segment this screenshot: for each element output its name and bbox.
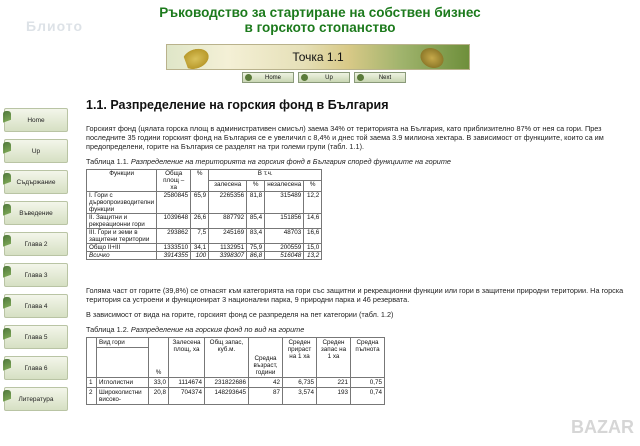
table2-caption-text: Разпределение на горския фонд по вид на горите [130,325,305,334]
sidebar-item-chapter4[interactable] [4,294,68,318]
table-cell: 1039648 [157,214,191,229]
table-header: Обща площ – ха [157,170,191,192]
table-cell: 0,74 [351,388,385,405]
bazar-watermark-text: BAZAR [571,417,634,437]
table-cell: III. Гори и земи в защитени територии [87,229,157,244]
sprig-icon [3,142,11,162]
up-button[interactable] [298,72,350,83]
table-cell: 85,4 [247,214,265,229]
sidebar-item-label: Home [27,116,45,124]
table-header: Общ запас, куб.м. [205,338,249,378]
sprig-icon [3,390,11,410]
table-cell: 2580845 [157,192,191,214]
sidebar-item-chapter5[interactable] [4,325,68,349]
sidebar-item-label: Глава 5 [24,333,48,341]
table-cell: 151856 [265,214,304,229]
table-row [87,378,385,388]
table-header: В т.ч. [209,170,322,181]
table-cell: 12,2 [304,192,322,214]
table-cell: I. Гори с дървопроизводителни функции [87,192,157,214]
home-button-label: Home [264,74,281,81]
table-cell: 887792 [209,214,247,229]
table-cell: 87 [249,388,283,405]
table-header: залесена [209,181,247,192]
page-banner [166,44,470,70]
table-row [87,192,322,214]
bazar-watermark [571,417,634,438]
sidebar-item-introduction[interactable] [4,201,68,225]
table-cell: 48703 [265,229,304,244]
sprig-icon [3,266,11,286]
table2-caption-prefix: Таблица 1.2. [86,325,129,334]
main-content [86,98,634,405]
sprig-icon [3,235,11,255]
table1-caption-prefix: Таблица 1.1. [86,157,129,166]
table-header: % [304,181,322,192]
sidebar-item-up[interactable] [4,139,68,163]
table-header: незалесена [265,181,304,192]
table-cell: 20,8 [149,388,169,405]
sprig-icon [3,111,11,131]
table-cell: 3,574 [283,388,317,405]
page-title: 1.1. Разпределение на горския фонд в България [86,98,389,112]
table-header: % [191,170,209,192]
sidebar-item-contents[interactable] [4,170,68,194]
sidebar-item-label: Up [31,147,41,155]
table-cell: 7,5 [191,229,209,244]
sidebar-item-chapter2[interactable] [4,232,68,256]
table-cell: 86,8 [247,252,265,260]
table1-caption [86,157,634,166]
table-cell: 245169 [209,229,247,244]
sidebar-item-label: Въведение [19,209,53,217]
sprig-icon [3,173,11,193]
table-cell: 75,9 [247,244,265,252]
table-cell: 1114674 [169,378,205,388]
table-cell: 81,8 [247,192,265,214]
table-cell: 315489 [265,192,304,214]
home-button[interactable] [242,72,294,83]
table-cell: 231822686 [205,378,249,388]
table-cell: 293862 [157,229,191,244]
sprig-icon [3,204,11,224]
table-cell: II. Защитни и рекреационни гори [87,214,157,229]
table-header [97,348,149,378]
table-cell: 704374 [169,388,205,405]
table-cell: 33,0 [149,378,169,388]
table-cell: 2265356 [209,192,247,214]
site-title-line2: в горското стопанство [244,20,396,35]
table-cell: 516048 [265,252,304,260]
table-header: Среден запас на 1 ха [317,338,351,378]
bullet-icon [245,74,252,81]
table-cell: 42 [249,378,283,388]
table-row [87,229,322,244]
sidebar-item-label: Глава 6 [24,364,48,372]
table-header: Средна пълнота [351,338,385,378]
table-cell: 3398307 [209,252,247,260]
table-cell: 26,6 [191,214,209,229]
site-title-line1: Ръководство за стартиране на собствен бизнес [159,5,481,20]
up-button-label: Up [325,74,333,81]
sidebar-item-literature[interactable] [4,387,68,411]
table-header: Залесена площ, ха [169,338,205,378]
table-cell: 1333510 [157,244,191,252]
paragraph-protected-forests: Голяма част от горите (39,8%) се отнасят към категорията на гори със защитни и рекреационни функции или гори в защитени природни територии. На горска територия са устроени и функционират 3 национални парка, 9 природни парка и 46 резервата. [86,286,624,304]
table-cell: Иглолистни [97,378,149,388]
forest-functions-table [86,169,322,260]
table-cell: Всичко [87,252,157,260]
table-cell: 34,1 [191,244,209,252]
table-cell: 2 [87,388,97,405]
table-header: Средна възраст, години [249,338,283,378]
bullet-icon [301,74,308,81]
table-cell: 1132951 [209,244,247,252]
site-title [150,5,490,35]
table-cell: 65,9 [191,192,209,214]
table-cell: 16,6 [304,229,322,244]
sidebar-item-home[interactable] [4,108,68,132]
table-cell: 100 [191,252,209,260]
table2-caption [86,325,634,334]
sidebar-item-label: Литература [18,395,54,403]
table-cell: 200559 [265,244,304,252]
table-cell: 0,75 [351,378,385,388]
table-cell: Общо II+III [87,244,157,252]
table-header: % [247,181,265,192]
sprig-icon [3,297,11,317]
watermark-text: Блиото [26,18,83,34]
bullet-icon [357,74,364,81]
banner-title: Точка 1.1 [292,50,344,64]
table-cell: 13,2 [304,252,322,260]
table-header: % [149,338,169,378]
next-button-label: Next [378,74,392,81]
forest-types-table [86,337,385,405]
intro-paragraph: Горският фонд (цялата горска площ в административен смисъл) заема 34% от територията на България, като приблизително 87% от нея са гори. През последните 35 години горският фонд на България се е увеличил с 8,4% и днес той заема 3.9 милиона хектара. В зависимост от функциите, които са им предопределени, горите на България се разделят на три големи групи (табл. 1.1). [86,124,604,151]
table-row [87,252,322,260]
table-cell: 148293645 [205,388,249,405]
sidebar-item-chapter6[interactable] [4,356,68,380]
table-row [87,388,385,405]
sprig-icon [3,328,11,348]
table1-caption-text: Разпределение на територията на горския фонд в България според функциите на горите [130,157,451,166]
table-header: Среден прираст на 1 ха [283,338,317,378]
table-cell: 6,735 [283,378,317,388]
sprig-icon [3,359,11,379]
sidebar-item-chapter3[interactable] [4,263,68,287]
table-cell: 221 [317,378,351,388]
table-cell: 1 [87,378,97,388]
paragraph-categories: В зависимост от вида на горите, горският фонд се разпределя на пет категории (табл. 1.2) [86,310,394,319]
table-cell: 83,4 [247,229,265,244]
sidebar-item-label: Съдържание [16,178,56,186]
sidebar-item-label: Глава 4 [24,302,48,310]
table-cell: 193 [317,388,351,405]
table-row [87,244,322,252]
table-cell: 14,6 [304,214,322,229]
table-header: Вид гори [97,338,149,348]
table-header [87,338,97,378]
next-button[interactable] [354,72,406,83]
table-cell: Широколистни високо- [97,388,149,405]
table-cell: 3914355 [157,252,191,260]
table-cell: 15,0 [304,244,322,252]
top-navigation [242,72,406,83]
table-row [87,214,322,229]
table-header: Функции [87,170,157,192]
sidebar-item-label: Глава 2 [24,240,48,248]
sidebar-item-label: Глава 3 [24,271,48,279]
